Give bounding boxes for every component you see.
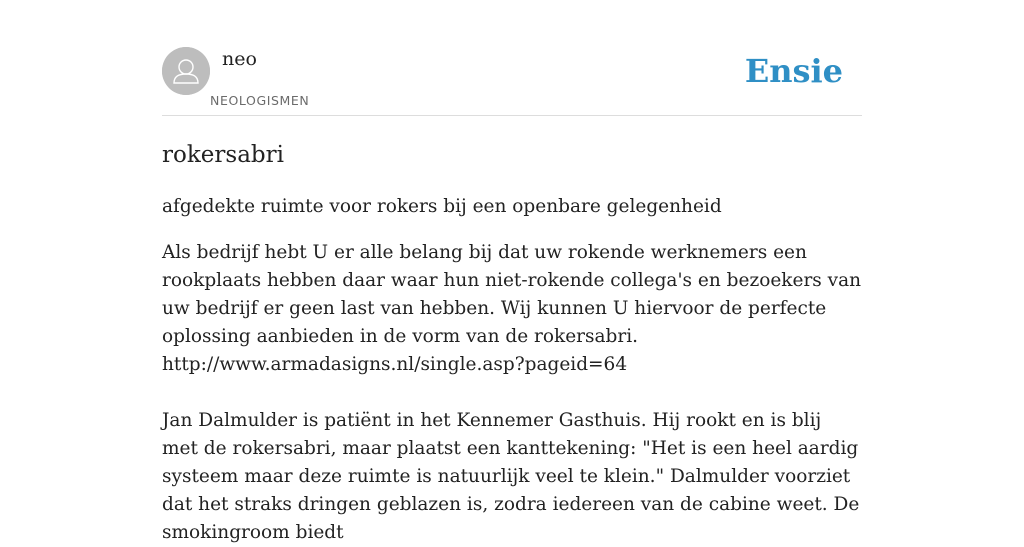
avatar-silhouette-icon xyxy=(162,47,210,95)
entry-example-text: Als bedrijf hebt U er alle belang bij dat uw rokende werknemers een rookplaats hebben daar waar hun niet-rokende collega's en bezoekers van uw bedrijf er geen last van hebben. Wij kunnen U hiervoor de perfecte oplossing aanbieden in de vorm van de rokersabri. http://www.armadasigns.nl/single.asp?pageid=64 Jan Dalmulder is patiënt in het Kennemer Gasthuis. Hij rookt en is blij met de rokersabri, maar plaatst een kanttekening: "Het is een heel aardig systeem maar deze ruimte is natuurlijk veel te klein." Dalmulder voorziet dat het straks dringen geblazen is, zodra iedereen van de cabine weet. De smokingroom biedt xyxy=(162,242,862,543)
author-name[interactable]: neo xyxy=(222,48,257,70)
category-label[interactable]: NEOLOGISMEN xyxy=(210,93,310,108)
brand-logo[interactable]: Ensie xyxy=(744,52,843,90)
entry-definition: afgedekte ruimte voor rokers bij een openbare gelegenheid xyxy=(162,196,722,217)
entry-title: rokersabri xyxy=(162,142,284,168)
entry-page xyxy=(162,0,862,547)
entry-header xyxy=(162,47,862,116)
user-avatar-icon[interactable] xyxy=(162,47,210,95)
